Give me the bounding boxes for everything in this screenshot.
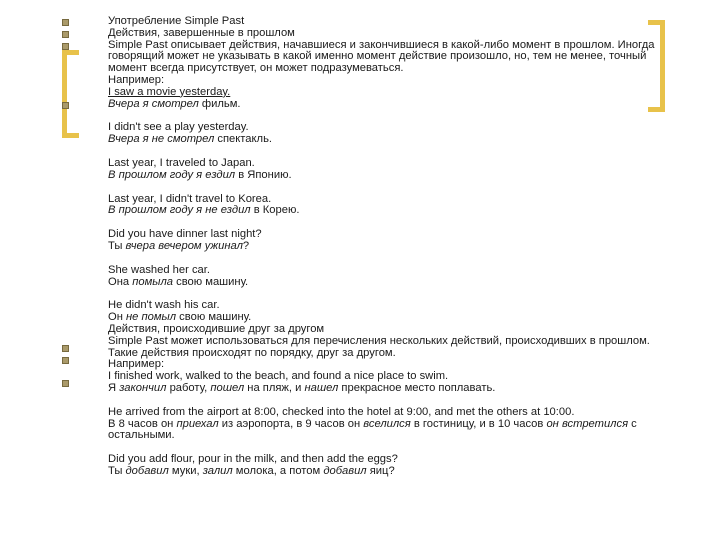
- example-ru: Ты вчера вечером ужинал?: [108, 239, 250, 252]
- example-en: I saw a movie yesterday.: [108, 85, 231, 98]
- section-description: Simple Past может использоваться для перечисления нескольких действий, происходивших в прошлом. Такие действия происходят по порядку, друг за другом.: [108, 334, 650, 359]
- example-en: Last year, I didn't travel to Korea.: [108, 192, 272, 205]
- example-ru: В 8 часов он приехал из аэропорта, в 9 часов он вселился в гостиницу, и в 10 часов он встретился с остальными.: [108, 417, 637, 442]
- example-en: She washed her car.: [108, 263, 210, 276]
- example-ru: Она помыла свою машину.: [108, 275, 249, 288]
- bullet-icon: [62, 345, 69, 352]
- section-subtitle: Действия, происходившие друг за другом: [108, 322, 325, 335]
- example-ru: Вчера я не смотрел спектакль.: [108, 133, 273, 146]
- example-en: Did you add flour, pour in the milk, and then add the eggs?: [108, 453, 398, 466]
- bullet-icon: [62, 102, 69, 109]
- example-label: Например:: [108, 73, 165, 86]
- bullet-icon: [62, 19, 69, 26]
- slide-content: [108, 16, 668, 478]
- example-label: Например:: [108, 358, 165, 371]
- example-en: He arrived from the airport at 8:00, checked into the hotel at 9:00, and met the others at 10:00.: [108, 405, 575, 418]
- bullet-icon: [62, 357, 69, 364]
- bullet-icon: [62, 31, 69, 38]
- section-title: Употребление Simple Past: [108, 15, 245, 27]
- example-ru: Ты добавил муки, залил молока, а потом добавил яиц?: [108, 464, 395, 477]
- section-description: Simple Past описывает действия, начавшиеся и закончившиеся в какой-либо момент в прошлом. Иногда говорящий может не указывать в какой именно момент действие произошло, но, тем не менее, точный момент всегда присутствует, он может подразумеваться.: [108, 38, 655, 75]
- left-bracket-decoration: [62, 50, 79, 138]
- example-en: I didn't see a play yesterday.: [108, 121, 249, 134]
- example-ru: Вчера я смотрел фильм.: [108, 97, 241, 110]
- example-en: He didn't wash his car.: [108, 299, 220, 312]
- example-en: I finished work, walked to the beach, and found a nice place to swim.: [108, 370, 449, 383]
- example-en: Did you have dinner last night?: [108, 228, 262, 241]
- example-ru: В прошлом году я ездил в Японию.: [108, 168, 292, 181]
- example-ru: Я закончил работу, пошел на пляж, и нашел прекрасное место поплавать.: [108, 381, 496, 394]
- example-ru: Он не помыл свою машину.: [108, 311, 252, 324]
- example-en: Last year, I traveled to Japan.: [108, 156, 255, 169]
- bullet-icon: [62, 43, 69, 50]
- bullet-icon: [62, 380, 69, 387]
- section-subtitle: Действия, завершенные в прошлом: [108, 26, 295, 39]
- example-ru: В прошлом году я не ездил в Корею.: [108, 204, 300, 217]
